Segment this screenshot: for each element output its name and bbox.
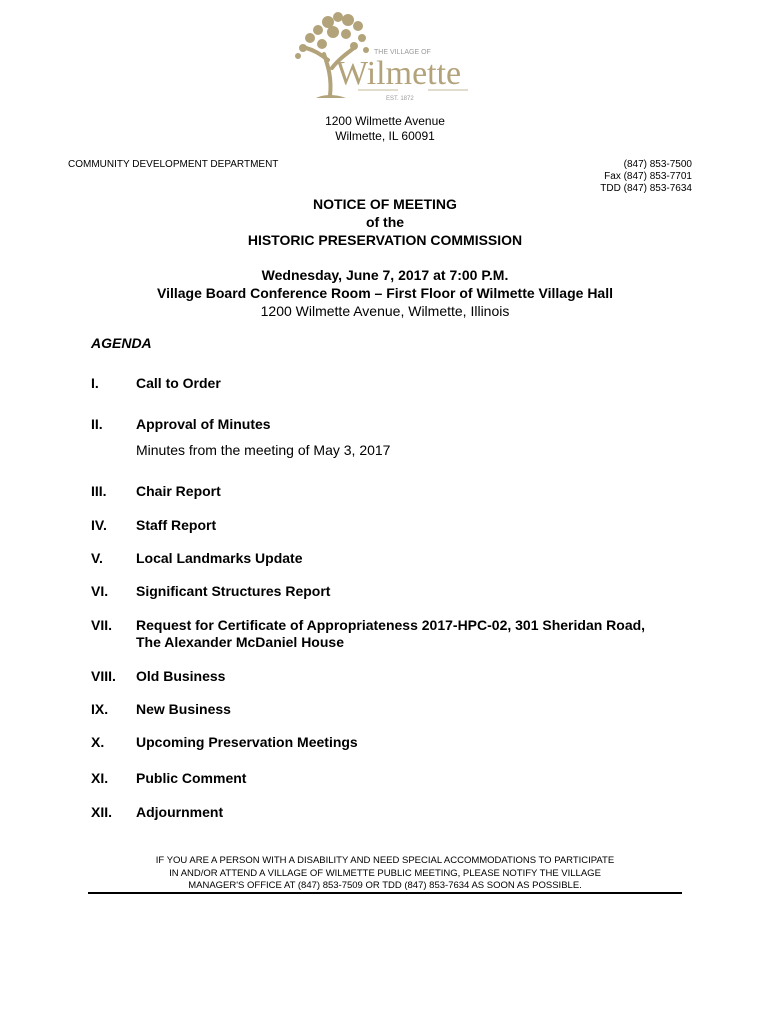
- agenda-item-number: V.: [91, 550, 103, 566]
- agenda-item-text: Staff Report: [136, 517, 217, 533]
- disclaimer-line-2: IN AND/OR ATTEND A VILLAGE OF WILMETTE PUBLIC MEETING, PLEASE NOTIFY THE VILLAGE: [169, 867, 601, 879]
- notice-line-1: NOTICE OF MEETING: [313, 196, 457, 212]
- agenda-item-text: [136, 617, 696, 651]
- notice-heading: [0, 195, 770, 249]
- agenda-item-subtext: Minutes from the meeting of May 3, 2017: [136, 442, 391, 458]
- agenda-item-text: New Business: [136, 701, 231, 717]
- agenda-item-number: III.: [91, 483, 107, 499]
- notice-line-3: HISTORIC PRESERVATION COMMISSION: [247, 232, 523, 248]
- agenda-item-text: Local Landmarks Update: [136, 550, 303, 566]
- agenda-item-number: I.: [91, 375, 99, 391]
- agenda-item-number: II.: [91, 416, 103, 432]
- notice-line-2: of the: [365, 214, 405, 230]
- agenda-item-number: VIII.: [91, 668, 116, 684]
- agenda-item-text: Approval of Minutes: [136, 416, 271, 432]
- disclaimer-line-3: MANAGER'S OFFICE AT (847) 853-7509 OR TDD (847) 853-7634 AS SOON AS POSSIBLE.: [188, 880, 582, 891]
- tree-logo-icon: [288, 8, 488, 102]
- department-name: COMMUNITY DEVELOPMENT DEPARTMENT: [68, 159, 279, 170]
- agenda-item-text-line-1: Request for Certificate of Appropriateness 2017-HPC-02, 301 Sheridan Road,: [136, 617, 646, 633]
- agenda-item-number: VII.: [91, 617, 113, 633]
- agenda-item-text: Chair Report: [136, 483, 221, 499]
- footer-rule: [88, 892, 682, 894]
- meeting-date: Wednesday, June 7, 2017 at 7:00 P.M.: [261, 267, 509, 283]
- agenda-item-text-line-2: The Alexander McDaniel House: [136, 634, 344, 650]
- fax-number: Fax (847) 853-7701: [604, 171, 692, 182]
- agenda-item-number: XII.: [91, 804, 113, 820]
- svg-text:THE VILLAGE OF: THE VILLAGE OF: [374, 49, 431, 56]
- agenda-item-text: Adjournment: [136, 804, 224, 820]
- address-line-2: Wilmette, IL 60091: [335, 129, 435, 143]
- agenda-item-text: Call to Order: [136, 375, 221, 391]
- agenda-item-text: Public Comment: [136, 770, 247, 786]
- agenda-item-number: XI.: [91, 770, 109, 786]
- accessibility-disclaimer: [0, 855, 770, 893]
- contact-phones: [600, 159, 692, 195]
- svg-text:EST. 1872: EST. 1872: [386, 96, 414, 102]
- address-line-1: 1200 Wilmette Avenue: [325, 114, 445, 128]
- meeting-details: [0, 266, 770, 320]
- agenda-item-number: IV.: [91, 517, 107, 533]
- svg-text:Wilmette: Wilmette: [336, 55, 462, 92]
- agenda-item-text: Significant Structures Report: [136, 583, 331, 599]
- meeting-address: 1200 Wilmette Avenue, Wilmette, Illinois: [260, 303, 510, 319]
- agenda-item-text: Old Business: [136, 668, 226, 684]
- agenda-item-number: IX.: [91, 701, 109, 717]
- meeting-location: Village Board Conference Room – First Floor of Wilmette Village Hall: [156, 285, 613, 301]
- phone-number: (847) 853-7500: [623, 159, 692, 170]
- agenda-title: AGENDA: [91, 335, 152, 351]
- agenda-item-number: X.: [91, 734, 105, 750]
- agenda-item-number: VI.: [91, 583, 109, 599]
- agenda-item-text: Upcoming Preservation Meetings: [136, 734, 358, 750]
- village-address: [0, 114, 770, 144]
- village-logo: [288, 8, 488, 102]
- disclaimer-line-1: IF YOU ARE A PERSON WITH A DISABILITY AND NEED SPECIAL ACCOMMODATIONS TO PARTICIPATE: [155, 855, 615, 866]
- tdd-number: TDD (847) 853-7634: [600, 183, 692, 194]
